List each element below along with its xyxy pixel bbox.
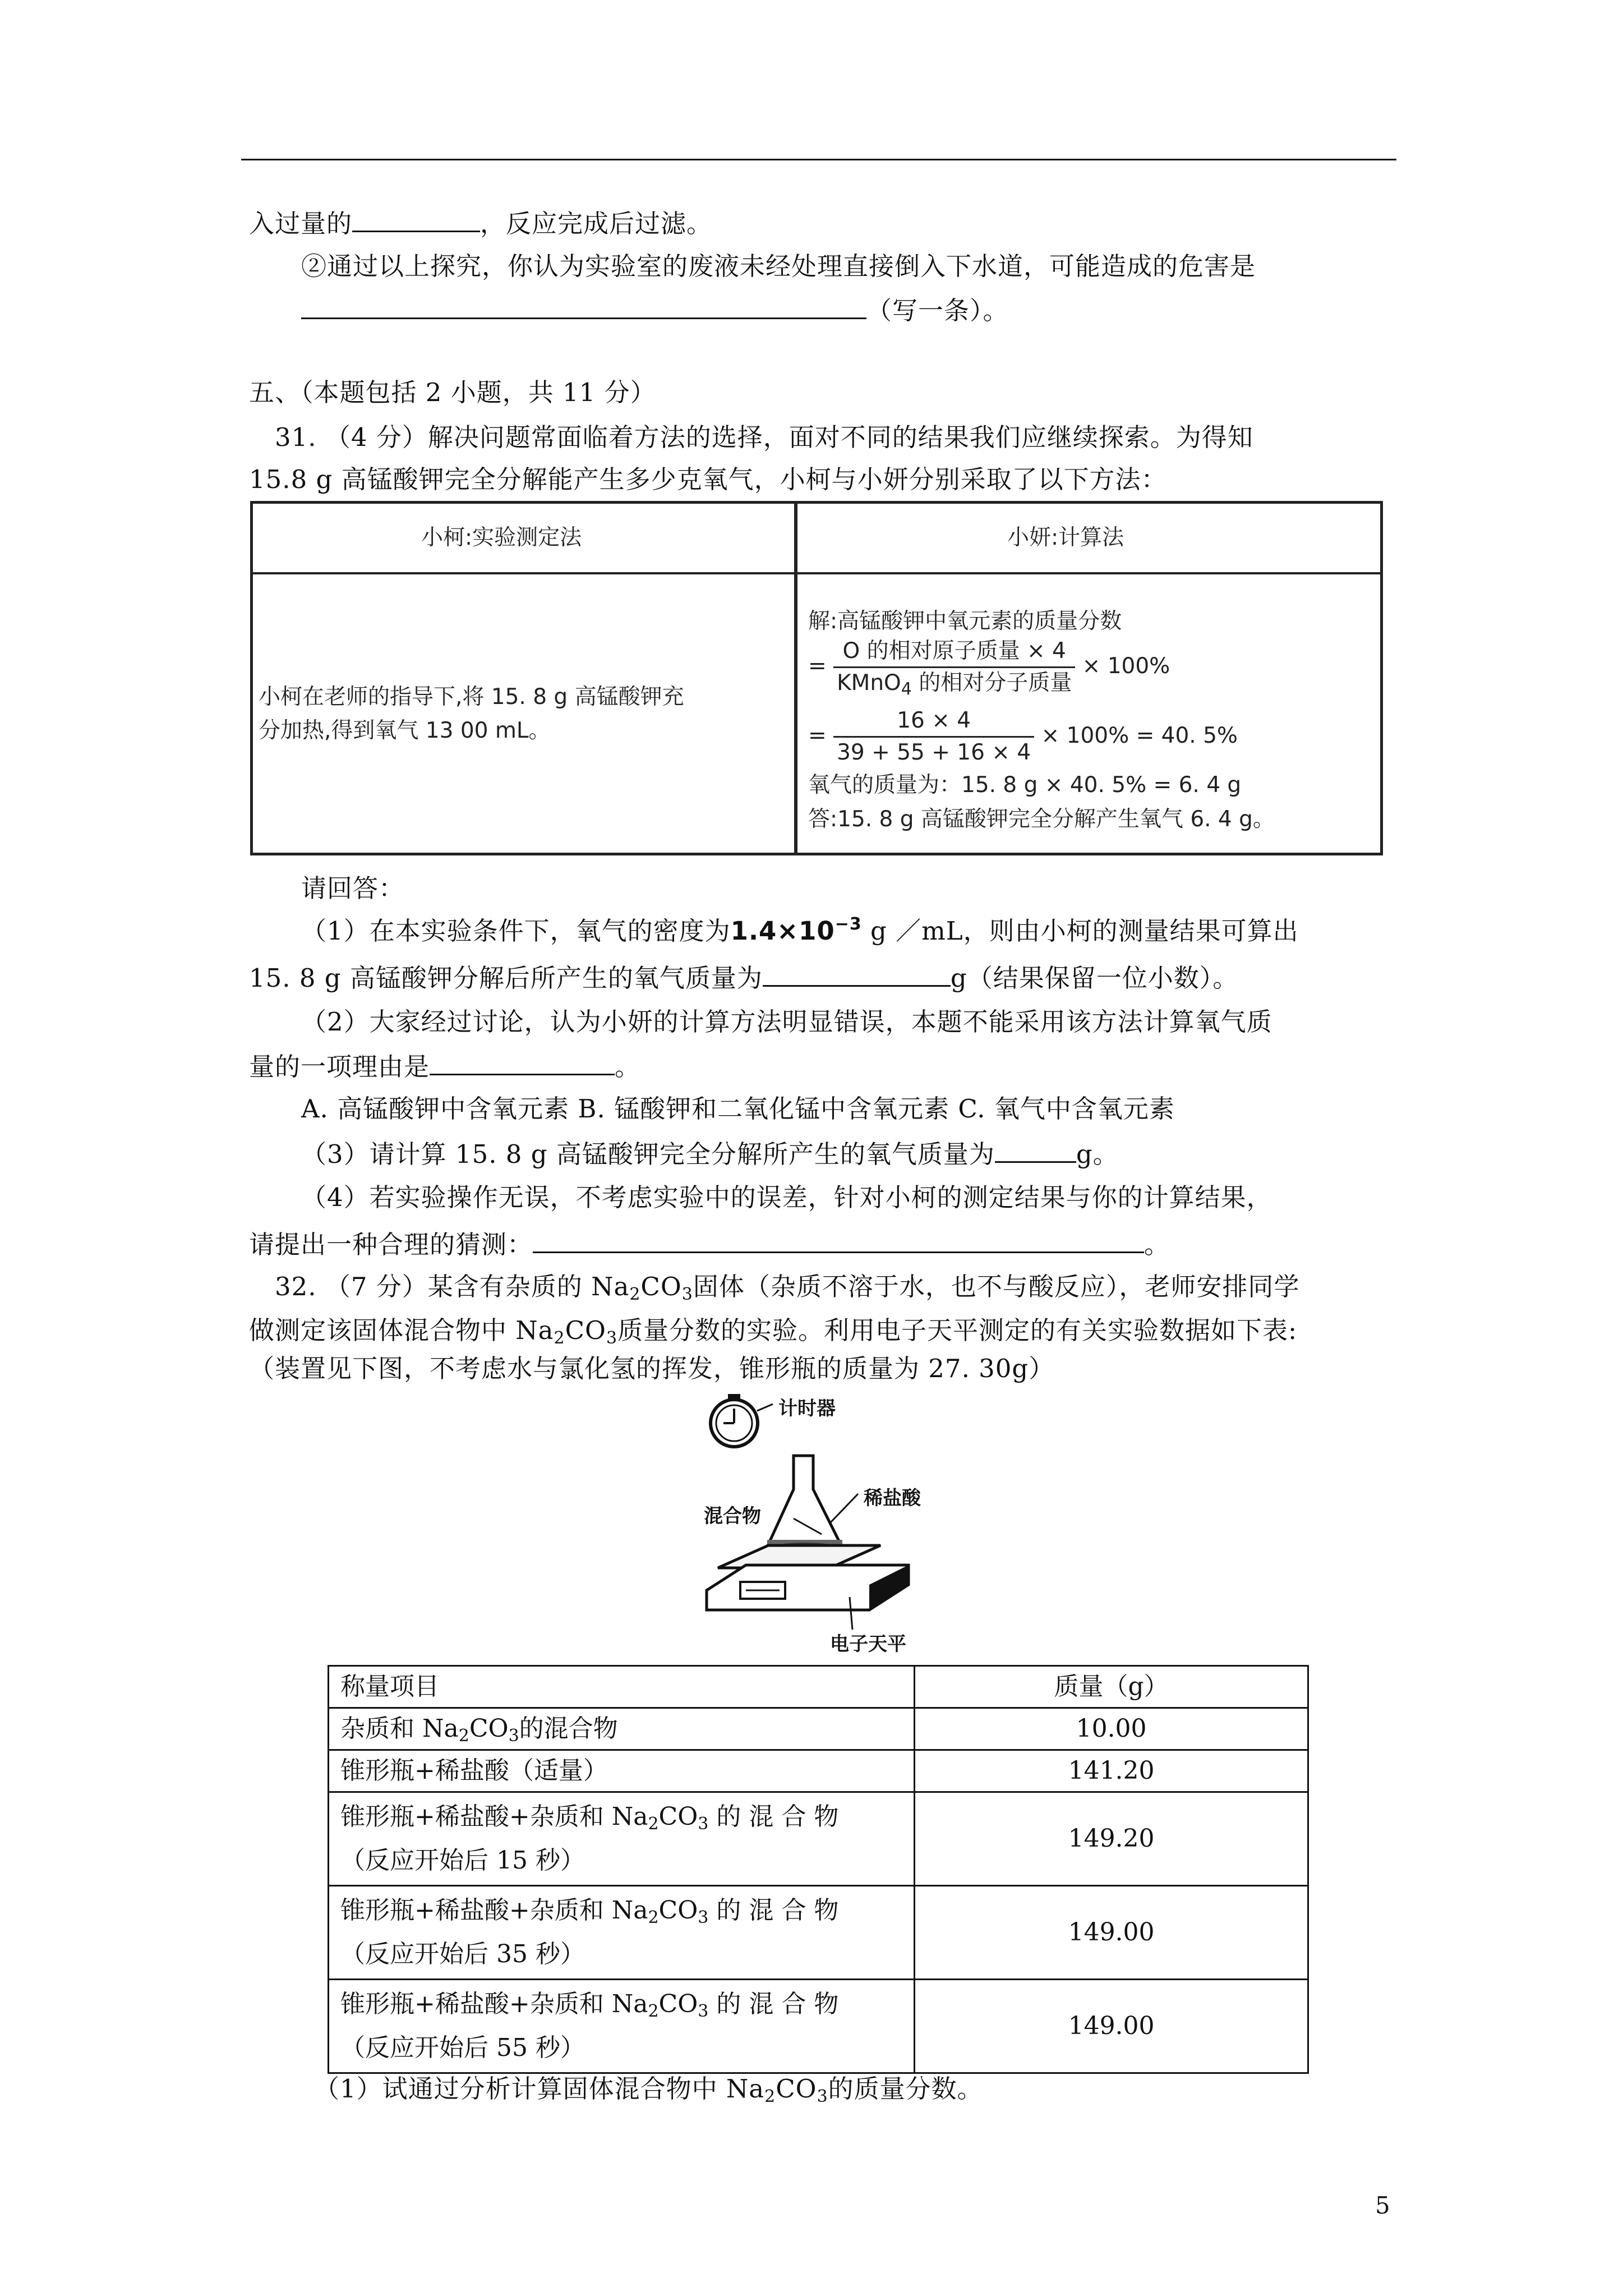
balance-icon bbox=[707, 1545, 909, 1610]
q32-intro-line-3: （装置见下图，不考虑水与氯化氢的挥发，锥形瓶的质量为 27. 30g） bbox=[249, 1354, 1055, 1383]
section-heading: 五、（本题包括 2 小题，共 11 分） bbox=[249, 378, 656, 407]
q31-part2-line-1: （2）大家经过讨论，认为小妍的计算方法明显错误，本题不能采用该方法计算氧气质 bbox=[301, 1007, 1272, 1037]
q31-intro-line-1: 31. （4 分）解决问题常面临着方法的选择，面对不同的结果我们应继续探索。为得知 bbox=[275, 422, 1253, 452]
carryover-line-2: ②通过以上探究，你认为实验室的废液未经处理直接倒入下水道，可能造成的危害是 bbox=[301, 251, 1256, 281]
q31-options: A. 高锰酸钾中含氧元素 B. 锰酸钾和二氧化锰中含氧元素 C. 氧气中含氧元素 bbox=[301, 1094, 1175, 1124]
row-item: 锥形瓶+稀盐酸（适量） bbox=[329, 1750, 915, 1792]
please-answer: 请回答： bbox=[301, 873, 405, 903]
yan-answer: 答:15. 8 g 高锰酸钾完全分解产生氧气 6. 4 g。 bbox=[808, 807, 1275, 832]
weighing-table bbox=[328, 1665, 1309, 2074]
q31-part3: （3）请计算 15. 8 g 高锰酸钾完全分解所产生的氧气质量为 g。 bbox=[301, 1134, 1119, 1172]
ke-method-line-2: 分加热,得到氧气 13 00 mL。 bbox=[259, 718, 551, 743]
ke-method-line-1: 小柯在老师的指导下,将 15. 8 g 高锰酸钾充 bbox=[259, 684, 684, 710]
yan-oxygen-mass: 氧气的质量为：15. 8 g × 40. 5% = 6. 4 g bbox=[808, 772, 1242, 798]
answer-blank[interactable] bbox=[352, 204, 480, 232]
header-rule bbox=[241, 159, 1396, 160]
header-mass: 质量（g） bbox=[915, 1666, 1308, 1708]
q31-part1-line-1: （1）在本实验条件下，氧气的密度为$1.4\times 10^{-3}$ g ／mL，则由小柯的测量结果可算出 bbox=[301, 914, 1299, 946]
answer-blank[interactable] bbox=[763, 958, 951, 987]
q31-part2-line-2: 量的一项理由是 。 bbox=[249, 1047, 640, 1085]
table-row bbox=[329, 1792, 1308, 1886]
timer-icon bbox=[711, 1394, 773, 1447]
row-mass: 10.00 bbox=[915, 1708, 1308, 1750]
q31-part4-line-2: 请提出一种合理的猜测： 。 bbox=[249, 1225, 1170, 1263]
row-mass: 149.20 bbox=[915, 1792, 1308, 1886]
header-item: 称量项目 bbox=[329, 1666, 915, 1708]
apparatus-figure bbox=[701, 1388, 959, 1663]
table-row bbox=[329, 1980, 1308, 2073]
yan-method-line-1: 解:高锰酸钾中氧元素的质量分数 bbox=[808, 609, 1122, 634]
answer-blank[interactable] bbox=[301, 291, 866, 319]
q31-intro-line-2: 15.8 g 高锰酸钾完全分解能产生多少克氧气，小柯与小妍分别采取了以下方法： bbox=[249, 464, 1167, 494]
fraction: $\frac{16 \times 4}{39 + 55 + 16 \times 4}$ bbox=[833, 706, 1034, 768]
row-item: 锥形瓶+稀盐酸+杂质和 $Na_2CO_3$ 的 混 合 物 （反应开始后 55 秒） bbox=[329, 1980, 915, 2073]
carryover-line-1: 入过量的 ，反应完成后过滤。 bbox=[249, 204, 712, 242]
flask-icon bbox=[763, 1456, 847, 1557]
mixture-label: 混合物 bbox=[704, 1505, 761, 1527]
method-table-header-yan: 小妍:计算法 bbox=[1007, 525, 1124, 550]
q31-part4-line-1: （4）若实验操作无误，不考虑实验中的误差，针对小柯的测定结果与你的计算结果， bbox=[301, 1182, 1272, 1212]
answer-blank[interactable] bbox=[533, 1225, 1144, 1253]
q32-part1: （1）试通过分析计算固体混合物中 $Na_2CO_3$的质量分数。 bbox=[314, 2074, 983, 2106]
method-table bbox=[250, 501, 1383, 855]
method-table-row-divider bbox=[253, 572, 1380, 574]
method-table-col-divider bbox=[794, 504, 797, 853]
q32-intro-line-1: 32. （7 分）某含有杂质的 $Na_2CO_3$固体（杂质不溶于水，也不与酸反应），老师安排同学 bbox=[275, 1272, 1300, 1304]
balance-label: 电子天平 bbox=[830, 1633, 906, 1655]
row-mass: 141.20 bbox=[915, 1750, 1308, 1792]
table-header-row bbox=[329, 1666, 1308, 1708]
acid-label: 稀盐酸 bbox=[864, 1487, 921, 1510]
table-row bbox=[329, 1708, 1308, 1750]
page-number: 5 bbox=[1375, 2192, 1391, 2219]
row-item: 杂质和 $Na_2CO_3$的混合物 bbox=[329, 1708, 915, 1750]
table-row bbox=[329, 1886, 1308, 1980]
carryover-line-3: （写一条）。 bbox=[301, 291, 1009, 329]
q32-intro-line-2: 做测定该固体混合物中 $Na_2CO_3$质量分数的实验。利用电子天平测定的有关实验数据如下表: bbox=[249, 1315, 1298, 1348]
q31-part1-line-2: 15. 8 g 高锰酸钾分解后所产生的氧气质量为 g（结果保留一位小数）。 bbox=[249, 958, 1238, 996]
answer-blank[interactable] bbox=[995, 1134, 1076, 1163]
row-mass: 149.00 bbox=[915, 1886, 1308, 1980]
row-item: 锥形瓶+稀盐酸+杂质和 $Na_2CO_3$ 的 混 合 物 （反应开始后 35 秒） bbox=[329, 1886, 915, 1980]
answer-blank[interactable] bbox=[430, 1047, 615, 1075]
timer-label: 计时器 bbox=[778, 1397, 836, 1420]
table-row bbox=[329, 1750, 1308, 1792]
yan-formula-2: = $\frac{16 \times 4}{39 + 55 + 16 \times 4}$ × 100% = 40. 5% bbox=[808, 706, 1238, 768]
row-item: 锥形瓶+稀盐酸+杂质和 $Na_2CO_3$ 的 混 合 物 （反应开始后 15 秒） bbox=[329, 1792, 915, 1886]
fraction: $\frac{\text{O 的相对原子质量 × 4}}{KMnO_4 的相对分子质量}$ bbox=[833, 636, 1075, 698]
yan-formula-1: = $\frac{\text{O 的相对原子质量 × 4}}{KMnO_4 的相对分子质量}$ × 100% bbox=[808, 636, 1170, 698]
method-table-header-ke: 小柯:实验测定法 bbox=[421, 525, 582, 550]
row-mass: 149.00 bbox=[915, 1980, 1308, 2073]
